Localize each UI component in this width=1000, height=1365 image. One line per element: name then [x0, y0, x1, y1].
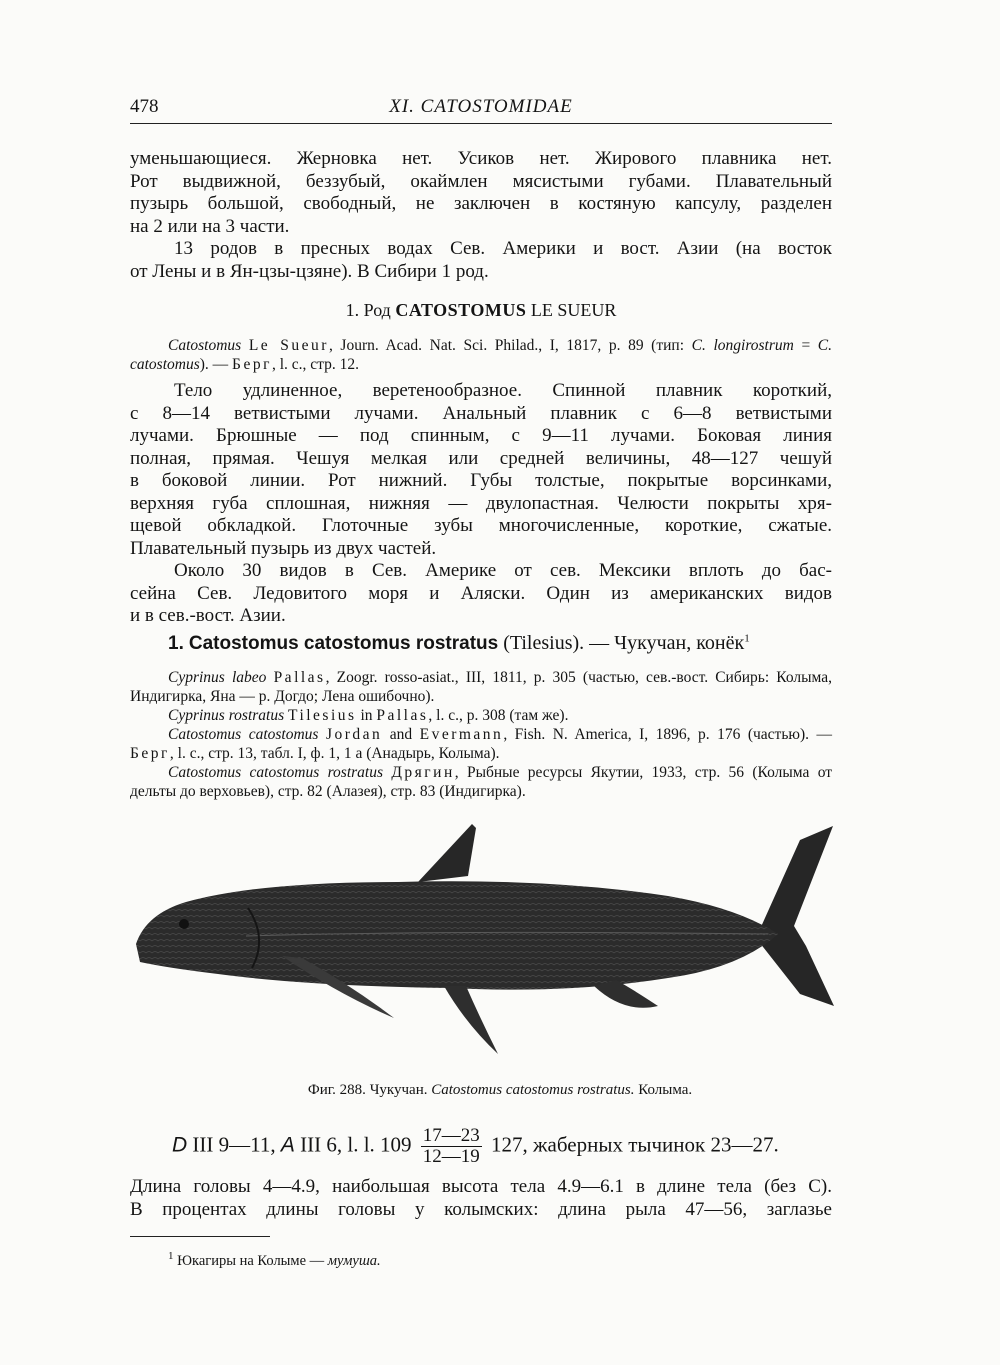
- header-rule: [130, 123, 832, 124]
- synonym-reference: , Рыбные ресурсы Якутии, 1933, стр. 56 (Колыма от дельты до верховьев), стр. 82 (Алазея), стр. 83 (Индигирка).: [130, 764, 833, 800]
- text-line: Длина головы 4—4.9, наибольшая высота тела 4.9—6.1 в длине тела (без C).: [130, 1176, 832, 1197]
- citation-author: Берг: [232, 356, 272, 373]
- footnote-rule: [130, 1236, 270, 1237]
- measurements-paragraph: [130, 1176, 832, 1221]
- genus-description: [130, 380, 832, 628]
- genus-citation-text: [130, 336, 832, 374]
- scale-fraction: [421, 1126, 482, 1167]
- citation-reference: , l. c., стр. 12.: [271, 356, 359, 373]
- text-line: верхняя губа сплошная, нижняя — двулопастная. Челюсти покрыты хря-: [130, 492, 832, 514]
- text-line: уменьшающиеся. Жерновка нет. Усиков нет. Жирового плавника нет.: [130, 148, 832, 169]
- text-line: лучами. Брюшные — под спинным, с 9—11 лучами. Боковая линия: [130, 425, 832, 446]
- citation-author: Le Sueur: [248, 337, 329, 354]
- synonym-reference: in: [356, 707, 377, 724]
- family-range-paragraph: [130, 238, 832, 261]
- genus-name: CATOSTOMUS: [395, 300, 527, 320]
- footnote: [168, 1250, 381, 1270]
- species-synonymy: [130, 668, 832, 801]
- text-line: сейна Сев. Ледовитого моря и Аляски. Один из американских видов: [130, 582, 832, 604]
- synonym-author: Jordan: [325, 726, 383, 743]
- text-line: в боковой линии. Рот нижний. Губы толстые, покрытые ворсинками,: [130, 470, 832, 491]
- citation-end: ).: [199, 356, 209, 373]
- text-line: от Лены и в Ян-цзы-цзяне). В Сибири 1 род.: [130, 260, 489, 282]
- dorsal-label: D: [172, 1133, 188, 1157]
- footnote-mark: 1: [744, 632, 750, 645]
- footnote-number: 1: [168, 1250, 174, 1262]
- synonym-author: Pallas: [273, 669, 326, 686]
- citation-taxon: Catostomus: [168, 337, 242, 354]
- figure-locality: Колыма.: [638, 1082, 693, 1098]
- dorsal-value: III 9—11,: [192, 1132, 276, 1157]
- synonym-reference: , l. c., стр. 13, табл. I, ф. 1, 1 а (Анадырь, Колыма).: [169, 745, 500, 762]
- anal-label: A: [280, 1133, 295, 1157]
- fish-silhouette: [136, 824, 834, 1054]
- type-species: C. catostomus: [130, 337, 833, 373]
- synonym-reference: , l. c., p. 308 (там же).: [428, 707, 569, 724]
- type-species: C. longirostrum: [691, 337, 794, 354]
- fish-tail: [756, 826, 834, 1006]
- synonym-author: Pallas: [376, 707, 429, 724]
- fraction-denominator: 12—19: [422, 1146, 480, 1167]
- species-heading: [168, 632, 750, 655]
- synonym-taxon: Catostomus catostomus rostratus: [168, 764, 384, 781]
- text-line: пузырь большой, свободный, не заключен в костяную капсулу, разделен: [130, 193, 832, 214]
- synonym-author: Дрягин: [391, 764, 455, 781]
- text-line: В процентах длины головы у колымских: длина рыла 47—56, заглазье: [130, 1198, 832, 1220]
- text-line: щевой обкладкой. Глоточные зубы многочисленные, короткие, сжатые.: [130, 515, 832, 536]
- footnote-word: мумуша.: [327, 1252, 381, 1269]
- running-title: XI. CATOSTOMIDAE: [389, 96, 573, 117]
- figure-label: Фиг. 288.: [307, 1082, 366, 1098]
- citation-dash: —: [208, 356, 233, 373]
- dorsal-fin: [418, 824, 476, 882]
- fish-eye: [179, 919, 189, 929]
- text-line: с 8—14 ветвистыми лучами. Анальный плавник с 6—8 ветвистыми: [130, 402, 832, 424]
- synonym-entry: [130, 763, 832, 801]
- text-line: полная, прямая. Чешуя мелкая или средней величины, 48—127 чешуй: [130, 447, 832, 469]
- text-line: Рот выдвижной, беззубый, окаймлен мясистыми губами. Плавательный: [130, 170, 832, 192]
- anal-fin: [594, 980, 658, 1008]
- synonym-entry: [130, 668, 832, 706]
- genus-range: [130, 560, 832, 628]
- text-line: Около 30 видов в Сев. Америке от сев. Мексики вплоть до бас-: [174, 560, 832, 581]
- synonym-reference: and: [382, 726, 420, 743]
- figure-latin-name: Catostomus catostomus rostratus.: [431, 1082, 635, 1098]
- family-description: [130, 148, 832, 283]
- synonym-taxon: Cyprinus rostratus: [168, 707, 285, 724]
- synonym-author: Берг: [130, 745, 170, 762]
- synonym-taxon: Cyprinus labeo: [168, 669, 267, 686]
- synonym-taxon: Catostomus catostomus: [168, 726, 319, 743]
- pelvic-fin: [444, 986, 498, 1054]
- genus-number: 1. Род: [345, 300, 391, 320]
- running-head: [130, 92, 832, 124]
- equals-sign: =: [793, 337, 818, 354]
- figure-caption: [130, 1082, 870, 1099]
- synonym-reference: , Zoogr. rosso-asiat., III, 1811, p. 305 (частью, сев.-вост. Сибирь: Колыма, Индигирка, Яна — р. Догдо; Лена ошибочно).: [130, 669, 832, 705]
- synonym-author: Tilesius: [288, 707, 357, 724]
- genus-heading: [130, 300, 832, 321]
- species-number: 1.: [168, 633, 184, 654]
- anal-value: III 6, l. l. 109: [300, 1132, 412, 1157]
- species-author: (Tilesius).: [503, 632, 585, 654]
- footnote-text: Юкагиры на Колыме —: [177, 1252, 328, 1269]
- citation-reference: , Journ. Acad. Nat. Sci. Philad., I, 1817, p. 89 (тип:: [328, 337, 685, 354]
- synonym-entry: [130, 706, 832, 725]
- figure-common-name: Чукучан.: [369, 1082, 428, 1098]
- genus-citation: [130, 336, 832, 374]
- synonym-entry: [130, 725, 832, 763]
- text-line: на 2 или на 3 части.: [130, 215, 290, 237]
- family-range-continued: [130, 261, 832, 284]
- synonym-reference: , Fish. N. America, I, 1896, p. 176 (частью). —: [503, 726, 832, 743]
- text-line: Тело удлиненное, веретенообразное. Спинной плавник короткий,: [174, 380, 832, 401]
- text-line: Плавательный пузырь из двух частей.: [130, 537, 437, 559]
- fish-illustration: [128, 818, 838, 1063]
- text-line: и в сев.-вост. Азии.: [130, 605, 286, 626]
- species-name: Catostomus catostomus rostratus: [188, 633, 499, 654]
- genus-author: LE SUEUR: [530, 300, 617, 320]
- synonym-author: Evermann: [419, 726, 504, 743]
- gill-rakers: 127, жаберных тычинок 23—27.: [491, 1132, 779, 1157]
- page-number: 478: [130, 96, 159, 117]
- species-common-name: — Чукучан, конёк: [584, 632, 745, 654]
- measurements: [130, 1176, 832, 1221]
- fish-body: [136, 881, 778, 989]
- intro-paragraph: [130, 148, 832, 238]
- fraction-numerator: 17—23: [422, 1125, 480, 1146]
- text-line: 13 родов в пресных водах Сев. Америки и вост. Азии (на восток: [174, 238, 832, 259]
- meristic-formula: [172, 1126, 779, 1176]
- genus-diagnosis: [130, 380, 832, 560]
